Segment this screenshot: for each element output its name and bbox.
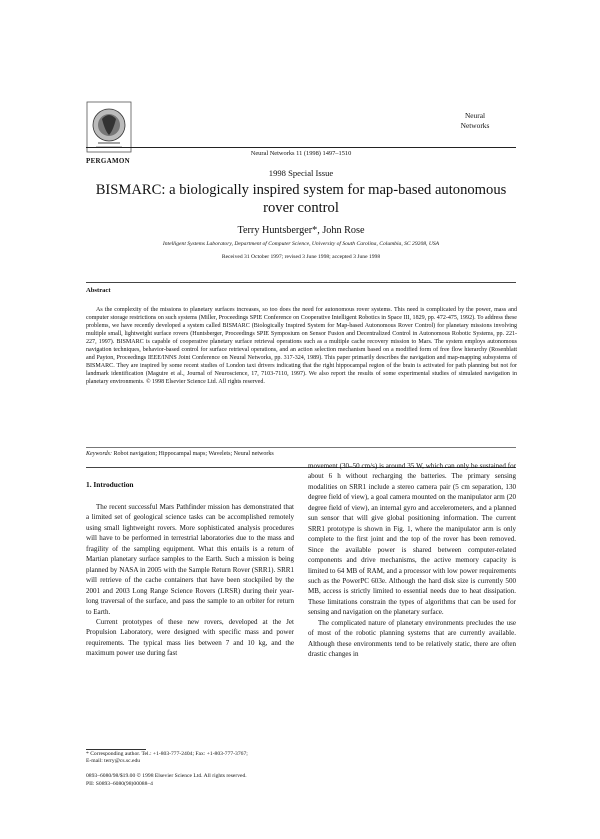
footnote [86,751,296,766]
footnote-rule [86,749,146,750]
issue-label: 1998 Special Issue [268,168,334,178]
intro-paragraph-4: The complicated nature of planetary environments precludes the use of most of the robotic planning systems that are currently available. Although these environments tend to be relatively static, there are often drastic changes in [308,618,516,659]
intro-paragraph-1: The recent successful Mars Pathfinder mission has demonstrated that a limited set of geological science tasks can be accomplished remotely using small lightweight rovers. More sophisticated analysis procedures will have to be performed in terrestrial laboratories due to the mass and fragility of the sampling equipment. What this entails is a return of Martian planetary surface samples to the Earth. Such a mission is being planned by NASA in 2005 with the Sample Return Rover (SRR1). SRR1 will retrieve of the cache containers that have been stockpiled by the 2001 and 2003 Long Range Science Rovers (LRSR) during their year-long traversal of the surface, and pass the sample to an orbiter for return to Earth. [86,503,294,616]
keywords-label: Keywords: [86,451,112,457]
abstract-text: As the complexity of the missions to planetary surfaces increases, so too does the need for autonomous rover systems. This need is complicated by the power, mass and computer storage restrictions on such systems (Miller, Proceedings SPIE Conference on Cooperative Intelligent Robotics in Space III, 1829, pp. 472-475, 1992). To address these problems, we have recently developed a system called BISMARC (Biologically Inspired System for Map-based Autonomous Rover Control) for planetary missions involving multiple small, lightweight surface rovers (Huntsberger, Proceedings SPIE Symposium on Sensor Fusion and Decentralized Control in Autonomous Robotic Systems, pp. 221-227, 1997). BISMARC is capable of cooperative planetary surface retrieval operations such as a multiple cache recovery mission to Mars. The system employs autonomous navigation techniques, behavior-based control for surface retrieval operations, and an action selection mechanism based on a modified form of free flow hierarchy (Rosenblatt and Payton, Proceedings IEEE/INNS Joint Conference on Neural Networks, pp. 317-324, 1989). This paper primarily describes the navigation and map-mapping subsystems of BISMARC. They are inspired by some recent studies of London taxi drivers indicating that the right hippocampal region of the brain is activated for path planning but not for landmark identification (Maguire et al., Journal of Neuroscience, 17, 7103-7110, 1997). We also report the results of some experimental studies of simulated navigation in planetary environments. © 1998 Elsevier Science Ltd. All rights reserved. [86,307,517,386]
journal-name-line2: Networks [460,120,490,130]
copyright-line: 0893–6080/98/$19.00 © 1998 Elsevier Science Ltd. All rights reserved. [86,773,247,779]
keywords [86,451,517,457]
footnote-email: E-mail: terry@cs.sc.edu [86,758,141,765]
intro-paragraph-3: movement (30–50 cm/s) is around 35 W, which can only be sustained for about 6 h without recharging the batteries. The primary sensing modalities on SRR1 include a stereo camera pair (5 cm separation, 130 degree field of view), a goal camera mounted on the manipulator arm (20 degree field of view), an internal gyro and accelerometers, and a planned sun sensor that will give global positioning information. The current SRR1 prototype is shown in Fig. 1, where the manipulator arm is only complete to the first joint and the top of the rover has been removed. Since the available power is shared between computer-related components and drive mechanisms, the active memory capacity is limited to 64 MB of RAM, and a processor with low power requirements such as the PowerPC 603e. Although the hard disk size is currently 500 MB, access is strictly limited to essential needs due to heat dissipation. These limitations constrain the types of algorithms that can be used for sensing and navigation on the planetary surface. [308,462,516,617]
citation-line: Neural Networks 11 (1998) 1497–1510 [250,150,352,157]
received-dates: Received 31 October 1997; revised 3 June 1998; accepted 3 June 1998 [221,254,381,260]
keywords-text: Robot navigation; Hippocampal maps; Wavelets; Neural networks [113,451,274,457]
pii-line: PII: S0893–6080(98)00088–4 [86,781,153,787]
keywords-top-rule [86,447,516,448]
copyright-block [86,772,296,788]
publisher-name: PERGAMON [86,157,131,165]
abstract-heading: Abstract [86,287,111,294]
journal-name [432,111,518,130]
publisher-emblem-icon [86,101,132,153]
abstract-top-rule [86,282,516,283]
paper-title: BISMARC: a biologically inspired system for map-based autonomous rover control [95,182,507,216]
left-column [86,480,294,659]
right-column [308,461,516,660]
section-heading: 1. Introduction [86,480,134,489]
affiliation: Intelligent Systems Laboratory, Department of Computer Science, University of South Carolina, Columbia, SC 29208, USA [162,241,440,247]
footnote-contact: * Corresponding author. Tel.: +1-803-777-2404; Fax: +1-803-777-3767; [86,751,248,757]
journal-name-line1: Neural [464,111,486,120]
header-rule [86,147,516,148]
intro-paragraph-2: Current prototypes of these new rovers, developed at the Jet Propulsion Laboratory, were designed with specific mass and power requirements. The typical mass lies between 7 and 10 kg, and the maximum power use during fast [86,617,294,658]
author-list: Terry Huntsberger*, John Rose [237,225,365,236]
publisher-logo [86,101,132,153]
